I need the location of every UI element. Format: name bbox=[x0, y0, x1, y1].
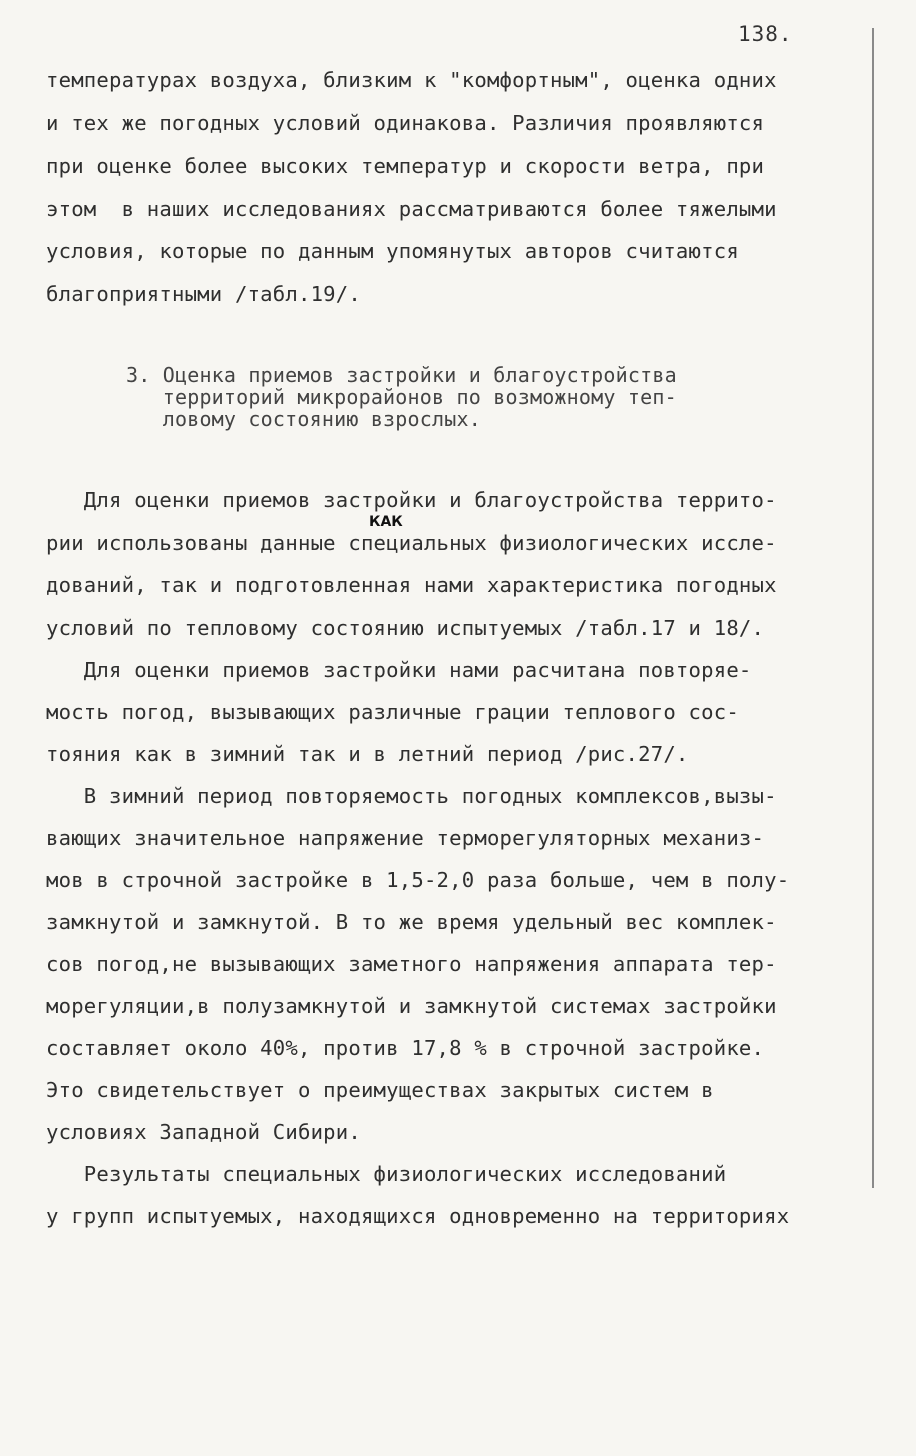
text-line: мость погод, вызывающих различные грации теплового сос- bbox=[46, 700, 739, 724]
text-line: Результаты специальных физиологических исследований bbox=[46, 1162, 727, 1186]
text-line: В зимний период повторяемость погодных комплексов,вызы- bbox=[46, 784, 777, 808]
heading-line: территорий микрорайонов по возможному теп- bbox=[126, 385, 677, 409]
text-line: условия, которые по данным упомянутых авторов считаются bbox=[46, 239, 739, 263]
heading-line: 3. Оценка приемов застройки и благоустройства bbox=[126, 363, 677, 387]
page-right-edge bbox=[872, 28, 874, 1188]
text-line: и тех же погодных условий одинакова. Различия проявляются bbox=[46, 111, 765, 135]
text-line: сов погод,не вызывающих заметного напряжения аппарата тер- bbox=[46, 952, 777, 976]
text-line: вающих значительное напряжение терморегуляторных механиз- bbox=[46, 826, 765, 850]
text-line: Для оценки приемов застройки и благоустройства террито- bbox=[46, 488, 777, 512]
handwritten-insertion: КАК bbox=[369, 514, 403, 530]
text-line: при оценке более высоких температур и скорости ветра, при bbox=[46, 154, 765, 178]
text-line: у групп испытуемых, находящихся одновременно на территориях bbox=[46, 1204, 790, 1228]
text-line: мов в строчной застройке в 1,5-2,0 раза больше, чем в полу- bbox=[46, 868, 790, 892]
text-line: температурах воздуха, близким к "комфортным", оценка одних bbox=[46, 68, 777, 92]
text-line: условиях Западной Сибири. bbox=[46, 1120, 361, 1144]
text-line: Для оценки приемов застройки нами расчитана повторяе- bbox=[46, 658, 752, 682]
text-line: условий по тепловому состоянию испытуемых /табл.17 и 18/. bbox=[46, 616, 765, 640]
text-line: дований, так и подготовленная нами характеристика погодных bbox=[46, 573, 777, 597]
text-line: морегуляции,в полузамкнутой и замкнутой системах застройки bbox=[46, 994, 777, 1018]
heading-line: ловому состоянию взрослых. bbox=[126, 407, 481, 431]
text-line: благоприятными /табл.19/. bbox=[46, 282, 361, 306]
text-line: тояния как в зимний так и в летний период /рис.27/. bbox=[46, 742, 689, 766]
text-line: этом в наших исследованиях рассматриваются более тяжелыми bbox=[46, 197, 777, 221]
page-number: 138. bbox=[738, 22, 793, 46]
text-line: рии использованы данные специальных физиологических иссле- bbox=[46, 531, 777, 555]
text-line: замкнутой и замкнутой. В то же время удельный вес комплек- bbox=[46, 910, 777, 934]
text-line: составляет около 40%, против 17,8 % в строчной застройке. bbox=[46, 1036, 765, 1060]
text-line: Это свидетельствует о преимуществах закрытых систем в bbox=[46, 1078, 714, 1102]
